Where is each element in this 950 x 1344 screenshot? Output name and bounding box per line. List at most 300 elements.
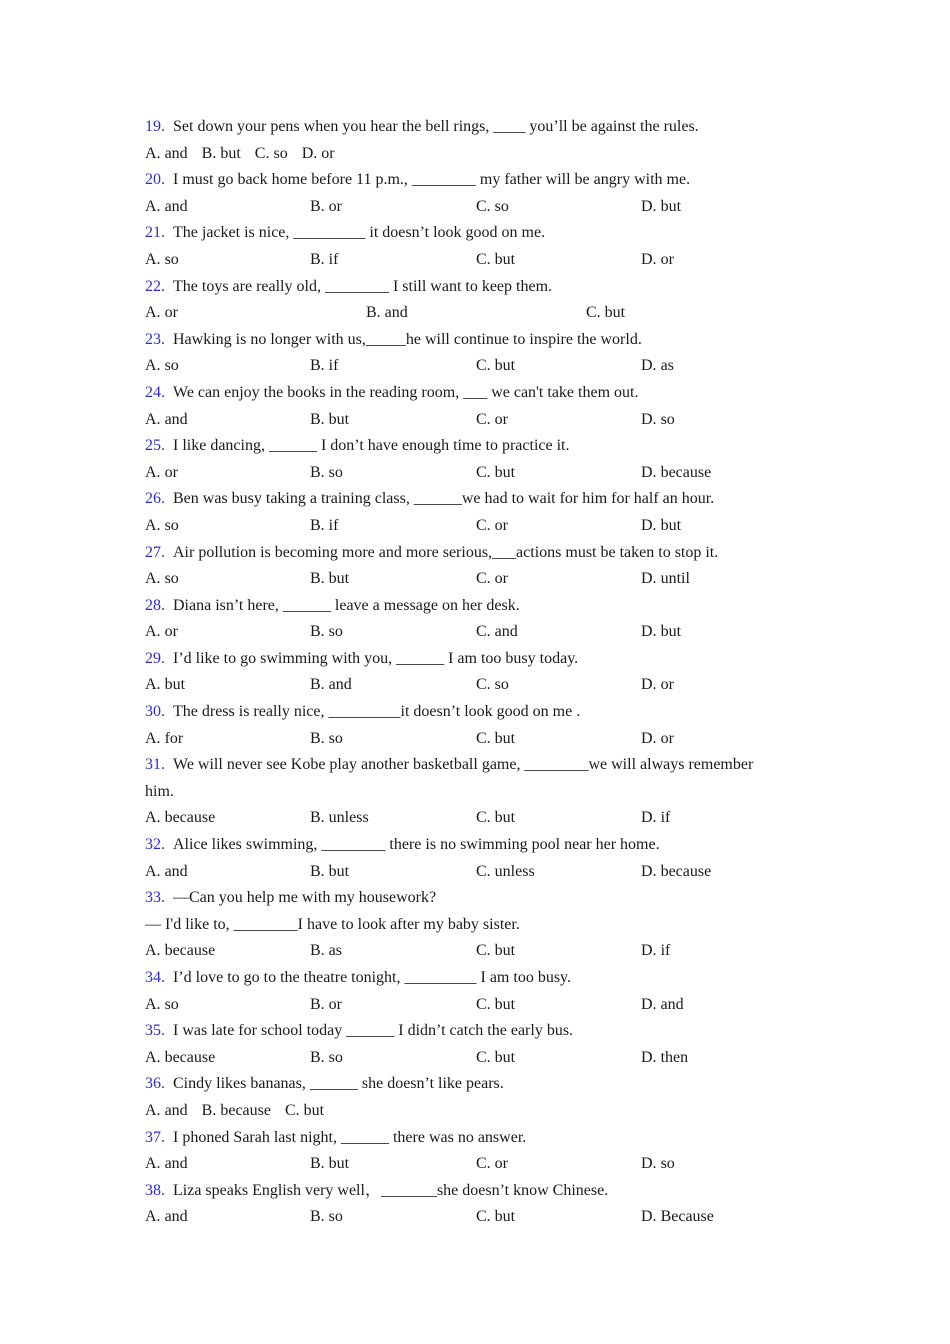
question-text: him.: [145, 782, 174, 800]
option-letter: B.: [310, 1208, 325, 1226]
question-stem-continued: [145, 779, 805, 806]
option-text: so: [328, 623, 343, 641]
question-item: [145, 540, 805, 593]
question-item: [145, 433, 805, 486]
option-row: [145, 805, 805, 832]
option-letter: A.: [145, 304, 161, 322]
question-item: [145, 885, 805, 965]
option-text: because: [164, 1048, 216, 1066]
question-stem: [145, 1178, 805, 1205]
option-text: and: [164, 1101, 188, 1119]
option-text: and: [164, 862, 188, 880]
option: [476, 726, 515, 753]
question-text: Air pollution is becoming more and more serious,___actions must be taken to stop it.: [173, 543, 719, 561]
question-stem: [145, 699, 805, 726]
question-text: I phoned Sarah last night, ______ there was no answer.: [173, 1128, 527, 1146]
option: [145, 726, 183, 753]
question-list: [145, 114, 805, 1231]
option-letter: A.: [145, 1208, 161, 1226]
option: [476, 992, 515, 1019]
option-letter: D.: [641, 623, 657, 641]
option-text: as: [328, 942, 342, 960]
option-row: [145, 353, 805, 380]
option: [641, 1204, 714, 1231]
question-stem: [145, 220, 805, 247]
option-letter: C.: [476, 942, 491, 960]
option-text: but: [494, 809, 516, 827]
question-number: 25.: [145, 437, 165, 455]
option-text: because: [660, 463, 712, 481]
question-text: Hawking is no longer with us,_____he will continue to inspire the world.: [173, 330, 642, 348]
option: [641, 513, 681, 540]
option: [145, 672, 185, 699]
option-text: or: [164, 304, 178, 322]
question-text: Ben was busy taking a training class, ______we had to wait for him for half an hour.: [173, 490, 715, 508]
option-text: but: [494, 942, 516, 960]
option-text: because: [220, 1101, 271, 1119]
option: [476, 566, 508, 593]
option-letter: C.: [586, 304, 601, 322]
option: [302, 145, 335, 162]
question-item: [145, 167, 805, 220]
option-text: because: [164, 809, 216, 827]
option-text: but: [604, 304, 626, 322]
option-row: [145, 859, 805, 886]
option-letter: A.: [145, 1101, 161, 1119]
option-letter: C.: [476, 410, 491, 428]
option-text: so: [164, 516, 179, 534]
question-item: [145, 486, 805, 539]
option: [476, 247, 515, 274]
option-row: [145, 672, 805, 699]
option-letter: A.: [145, 463, 161, 481]
option-letter: B.: [310, 676, 325, 694]
option-letter: B.: [310, 357, 325, 375]
option-text: and: [164, 1155, 188, 1173]
option-text: but: [164, 676, 186, 694]
option-text: but: [494, 250, 516, 268]
question-text: The toys are really old, ________ I still want to keep them.: [173, 277, 553, 295]
option: [310, 566, 349, 593]
option: [145, 460, 178, 487]
option-text: and: [164, 410, 188, 428]
option: [310, 513, 338, 540]
option-row: [145, 619, 805, 646]
option-letter: C.: [254, 144, 270, 162]
option-text: so: [328, 463, 343, 481]
question-text: Alice likes swimming, ________ there is no swimming pool near her home.: [173, 836, 660, 854]
option-letter: A.: [145, 809, 161, 827]
question-stem: [145, 327, 805, 354]
option-letter: D.: [641, 410, 657, 428]
option: [641, 672, 674, 699]
question-number: 19.: [145, 118, 165, 135]
option-letter: D.: [641, 197, 657, 215]
question-number: 31.: [145, 756, 165, 774]
option-letter: C.: [284, 1101, 300, 1119]
option-text: or: [164, 463, 178, 481]
question-item: [145, 832, 805, 885]
option: [145, 992, 179, 1019]
option-text: or: [164, 623, 178, 641]
question-item: [145, 274, 805, 327]
option: [145, 513, 179, 540]
option-letter: A.: [145, 410, 161, 428]
option-text: so: [164, 250, 179, 268]
option: [476, 1204, 515, 1231]
option-text: so: [660, 1155, 675, 1173]
option-letter: C.: [476, 729, 491, 747]
option-letter: D.: [301, 144, 318, 162]
question-stem: [145, 380, 805, 407]
option-letter: C.: [476, 623, 491, 641]
option: [641, 1151, 675, 1178]
option-letter: B.: [310, 623, 325, 641]
option: [476, 938, 515, 965]
option-text: so: [164, 357, 179, 375]
option: [145, 194, 188, 221]
option: [145, 859, 188, 886]
option: [310, 407, 349, 434]
question-stem: [145, 1125, 805, 1152]
question-text: I was late for school today ______ I didn’t catch the early bus.: [173, 1022, 574, 1040]
option-text: as: [660, 357, 674, 375]
option-row: [145, 1151, 805, 1178]
option: [202, 1102, 271, 1119]
option-text: and: [164, 1208, 188, 1226]
option-text: because: [164, 942, 216, 960]
question-stem: [145, 1018, 805, 1045]
option-text: but: [220, 144, 241, 162]
option-text: or: [328, 197, 342, 215]
option: [641, 805, 670, 832]
option-row: [145, 513, 805, 540]
question-item: [145, 699, 805, 752]
option-text: so: [328, 1048, 343, 1066]
question-item: [145, 752, 805, 832]
option-letter: B.: [310, 1155, 325, 1173]
option: [310, 353, 338, 380]
option-letter: D.: [641, 250, 657, 268]
option-row: [145, 300, 805, 327]
option: [310, 1204, 343, 1231]
option: [641, 247, 674, 274]
option-text: then: [660, 1048, 689, 1066]
option-text: unless: [494, 862, 535, 880]
option-letter: A.: [145, 570, 161, 588]
option-text: but: [660, 197, 682, 215]
option: [641, 859, 711, 886]
option-letter: D.: [641, 862, 657, 880]
option-row: [145, 1204, 805, 1231]
question-item: [145, 593, 805, 646]
option: [476, 859, 535, 886]
question-stem: [145, 274, 805, 301]
option-text: if: [328, 250, 339, 268]
question-stem: [145, 965, 805, 992]
option-row: [145, 938, 805, 965]
option: [255, 145, 288, 162]
option: [310, 859, 349, 886]
question-number: 33.: [145, 889, 165, 907]
question-stem: [145, 1071, 805, 1098]
option-letter: D.: [641, 463, 657, 481]
option-text: until: [660, 570, 690, 588]
option: [476, 460, 515, 487]
option-letter: A.: [145, 1155, 161, 1173]
question-stem: [145, 593, 805, 620]
option-text: and: [328, 676, 352, 694]
option-row: [145, 194, 805, 221]
option: [641, 460, 711, 487]
option-letter: C.: [476, 250, 491, 268]
option: [145, 566, 179, 593]
option: [310, 619, 343, 646]
option-letter: B.: [310, 809, 325, 827]
question-number: 20.: [145, 171, 165, 189]
option: [145, 247, 179, 274]
option-text: and: [494, 623, 518, 641]
option-letter: C.: [476, 1048, 491, 1066]
option-letter: D.: [641, 729, 657, 747]
option-letter: D.: [641, 570, 657, 588]
option-row: [145, 407, 805, 434]
option-row: [145, 1098, 805, 1125]
option-row: [145, 726, 805, 753]
option-text: but: [494, 1208, 516, 1226]
question-number: 38.: [145, 1181, 165, 1199]
option-letter: A.: [145, 676, 161, 694]
option-text: so: [494, 676, 509, 694]
question-text: I’d love to go to the theatre tonight, _________ I am too busy.: [173, 969, 572, 986]
option-text: because: [660, 862, 712, 880]
option: [641, 566, 690, 593]
question-number: 34.: [145, 969, 165, 986]
option-letter: B.: [310, 942, 325, 960]
option-text: but: [494, 357, 516, 375]
question-number: 23.: [145, 330, 165, 348]
option: [310, 1045, 343, 1072]
option-text: or: [321, 144, 335, 162]
question-item: [145, 327, 805, 380]
option-letter: B.: [310, 995, 325, 1013]
option-letter: C.: [476, 357, 491, 375]
option-letter: B.: [310, 862, 325, 880]
option-text: but: [494, 995, 516, 1013]
option-text: or: [660, 676, 674, 694]
option: [310, 992, 342, 1019]
option-letter: A.: [145, 516, 161, 534]
option-letter: D.: [641, 942, 657, 960]
question-stem: [145, 832, 805, 859]
option-letter: B.: [310, 250, 325, 268]
option-row: [145, 141, 805, 168]
option-text: or: [494, 410, 508, 428]
option: [476, 619, 518, 646]
option-text: or: [494, 1155, 508, 1173]
option-text: and: [384, 304, 408, 322]
option-letter: A.: [145, 197, 161, 215]
option: [310, 726, 343, 753]
question-number: 21.: [145, 224, 165, 242]
option-letter: D.: [641, 357, 657, 375]
question-item: [145, 646, 805, 699]
question-number: 24.: [145, 383, 165, 401]
option: [145, 619, 178, 646]
option-row: [145, 247, 805, 274]
option: [145, 407, 188, 434]
option-text: or: [328, 995, 342, 1013]
option-letter: B.: [310, 410, 325, 428]
question-stem: [145, 885, 805, 912]
option-letter: B.: [310, 516, 325, 534]
option-letter: A.: [145, 729, 161, 747]
question-stem-continued: [145, 912, 805, 939]
option: [145, 300, 178, 327]
question-number: 36.: [145, 1075, 165, 1093]
question-text: We can enjoy the books in the reading room, ___ we can't take them out.: [173, 383, 639, 401]
option-letter: D.: [641, 995, 657, 1013]
option-text: but: [494, 729, 516, 747]
option-letter: B.: [310, 463, 325, 481]
question-number: 27.: [145, 543, 165, 561]
question-number: 32.: [145, 836, 165, 854]
option-text: and: [660, 995, 684, 1013]
option: [145, 1102, 188, 1119]
option-letter: D.: [641, 1048, 657, 1066]
option-letter: C.: [476, 197, 491, 215]
option-letter: B.: [201, 1101, 217, 1119]
option-letter: A.: [145, 862, 161, 880]
option-text: or: [660, 250, 674, 268]
question-item: [145, 1125, 805, 1178]
option-letter: C.: [476, 1155, 491, 1173]
option-text: and: [164, 197, 188, 215]
option: [145, 938, 215, 965]
option-letter: A.: [145, 623, 161, 641]
option-letter: D.: [641, 516, 657, 534]
option-letter: D.: [641, 1155, 657, 1173]
option-text: but: [328, 570, 350, 588]
option-text: for: [164, 729, 184, 747]
option-text: so: [494, 197, 509, 215]
option: [310, 247, 338, 274]
option-row: [145, 992, 805, 1019]
option-letter: A.: [145, 995, 161, 1013]
question-text: I’d like to go swimming with you, ______ I am too busy today.: [173, 649, 579, 667]
option: [641, 353, 674, 380]
question-text: — I'd like to, ________I have to look after my baby sister.: [145, 915, 520, 933]
question-item: [145, 1178, 805, 1231]
option: [145, 353, 179, 380]
option: [476, 407, 508, 434]
option-letter: A.: [145, 942, 161, 960]
option-letter: A.: [145, 357, 161, 375]
option: [145, 1204, 188, 1231]
question-number: 28.: [145, 596, 165, 614]
option: [641, 1045, 688, 1072]
option-letter: D.: [641, 1208, 657, 1226]
option-text: or: [494, 570, 508, 588]
option-text: so: [328, 729, 343, 747]
option: [641, 194, 681, 221]
question-stem: [145, 752, 805, 779]
option-text: but: [494, 463, 516, 481]
option: [366, 300, 408, 327]
option-letter: B.: [201, 144, 217, 162]
option: [145, 145, 188, 162]
option-text: but: [303, 1101, 325, 1119]
question-text: Set down your pens when you hear the bell rings, ____ you’ll be against the rules.: [173, 118, 699, 135]
question-item: [145, 220, 805, 273]
option: [476, 672, 509, 699]
option-text: but: [660, 623, 682, 641]
question-number: 22.: [145, 277, 165, 295]
option-text: so: [328, 1208, 343, 1226]
option-letter: C.: [476, 1208, 491, 1226]
option: [145, 1151, 188, 1178]
option: [641, 938, 670, 965]
option-text: or: [494, 516, 508, 534]
question-text: The jacket is nice, _________ it doesn’t look good on me.: [173, 224, 546, 242]
question-text: I like dancing, ______ I don’t have enough time to practice it.: [173, 437, 570, 455]
question-text: Liza speaks English very well，_______she doesn’t know Chinese.: [173, 1181, 609, 1199]
option: [476, 1045, 515, 1072]
option: [310, 672, 352, 699]
option-letter: B.: [310, 1048, 325, 1066]
option-text: so: [660, 410, 675, 428]
question-number: 30.: [145, 703, 165, 721]
question-text: —Can you help me with my housework?: [173, 889, 437, 907]
question-stem: [145, 433, 805, 460]
option-text: if: [660, 809, 671, 827]
question-text: The dress is really nice, _________it doesn’t look good on me .: [173, 703, 581, 721]
question-stem: [145, 486, 805, 513]
option-text: but: [328, 410, 350, 428]
option: [310, 194, 342, 221]
option-row: [145, 1045, 805, 1072]
option-text: or: [660, 729, 674, 747]
option-text: if: [660, 942, 671, 960]
option-letter: B.: [310, 729, 325, 747]
question-stem: [145, 114, 805, 141]
option: [641, 992, 684, 1019]
option-text: but: [494, 1048, 516, 1066]
option-text: so: [273, 144, 288, 162]
option: [586, 300, 625, 327]
option-text: but: [660, 516, 682, 534]
option-text: if: [328, 516, 339, 534]
option: [476, 805, 515, 832]
option: [641, 407, 675, 434]
question-number: 35.: [145, 1022, 165, 1040]
option: [310, 805, 369, 832]
option-letter: C.: [476, 862, 491, 880]
question-item: [145, 380, 805, 433]
option-row: [145, 460, 805, 487]
option-row: [145, 566, 805, 593]
question-item: [145, 114, 805, 167]
option: [476, 513, 508, 540]
option: [145, 805, 215, 832]
question-stem: [145, 540, 805, 567]
option-text: if: [328, 357, 339, 375]
option: [641, 619, 681, 646]
option: [285, 1102, 324, 1119]
option-letter: A.: [145, 250, 161, 268]
question-number: 29.: [145, 649, 165, 667]
option-letter: C.: [476, 516, 491, 534]
